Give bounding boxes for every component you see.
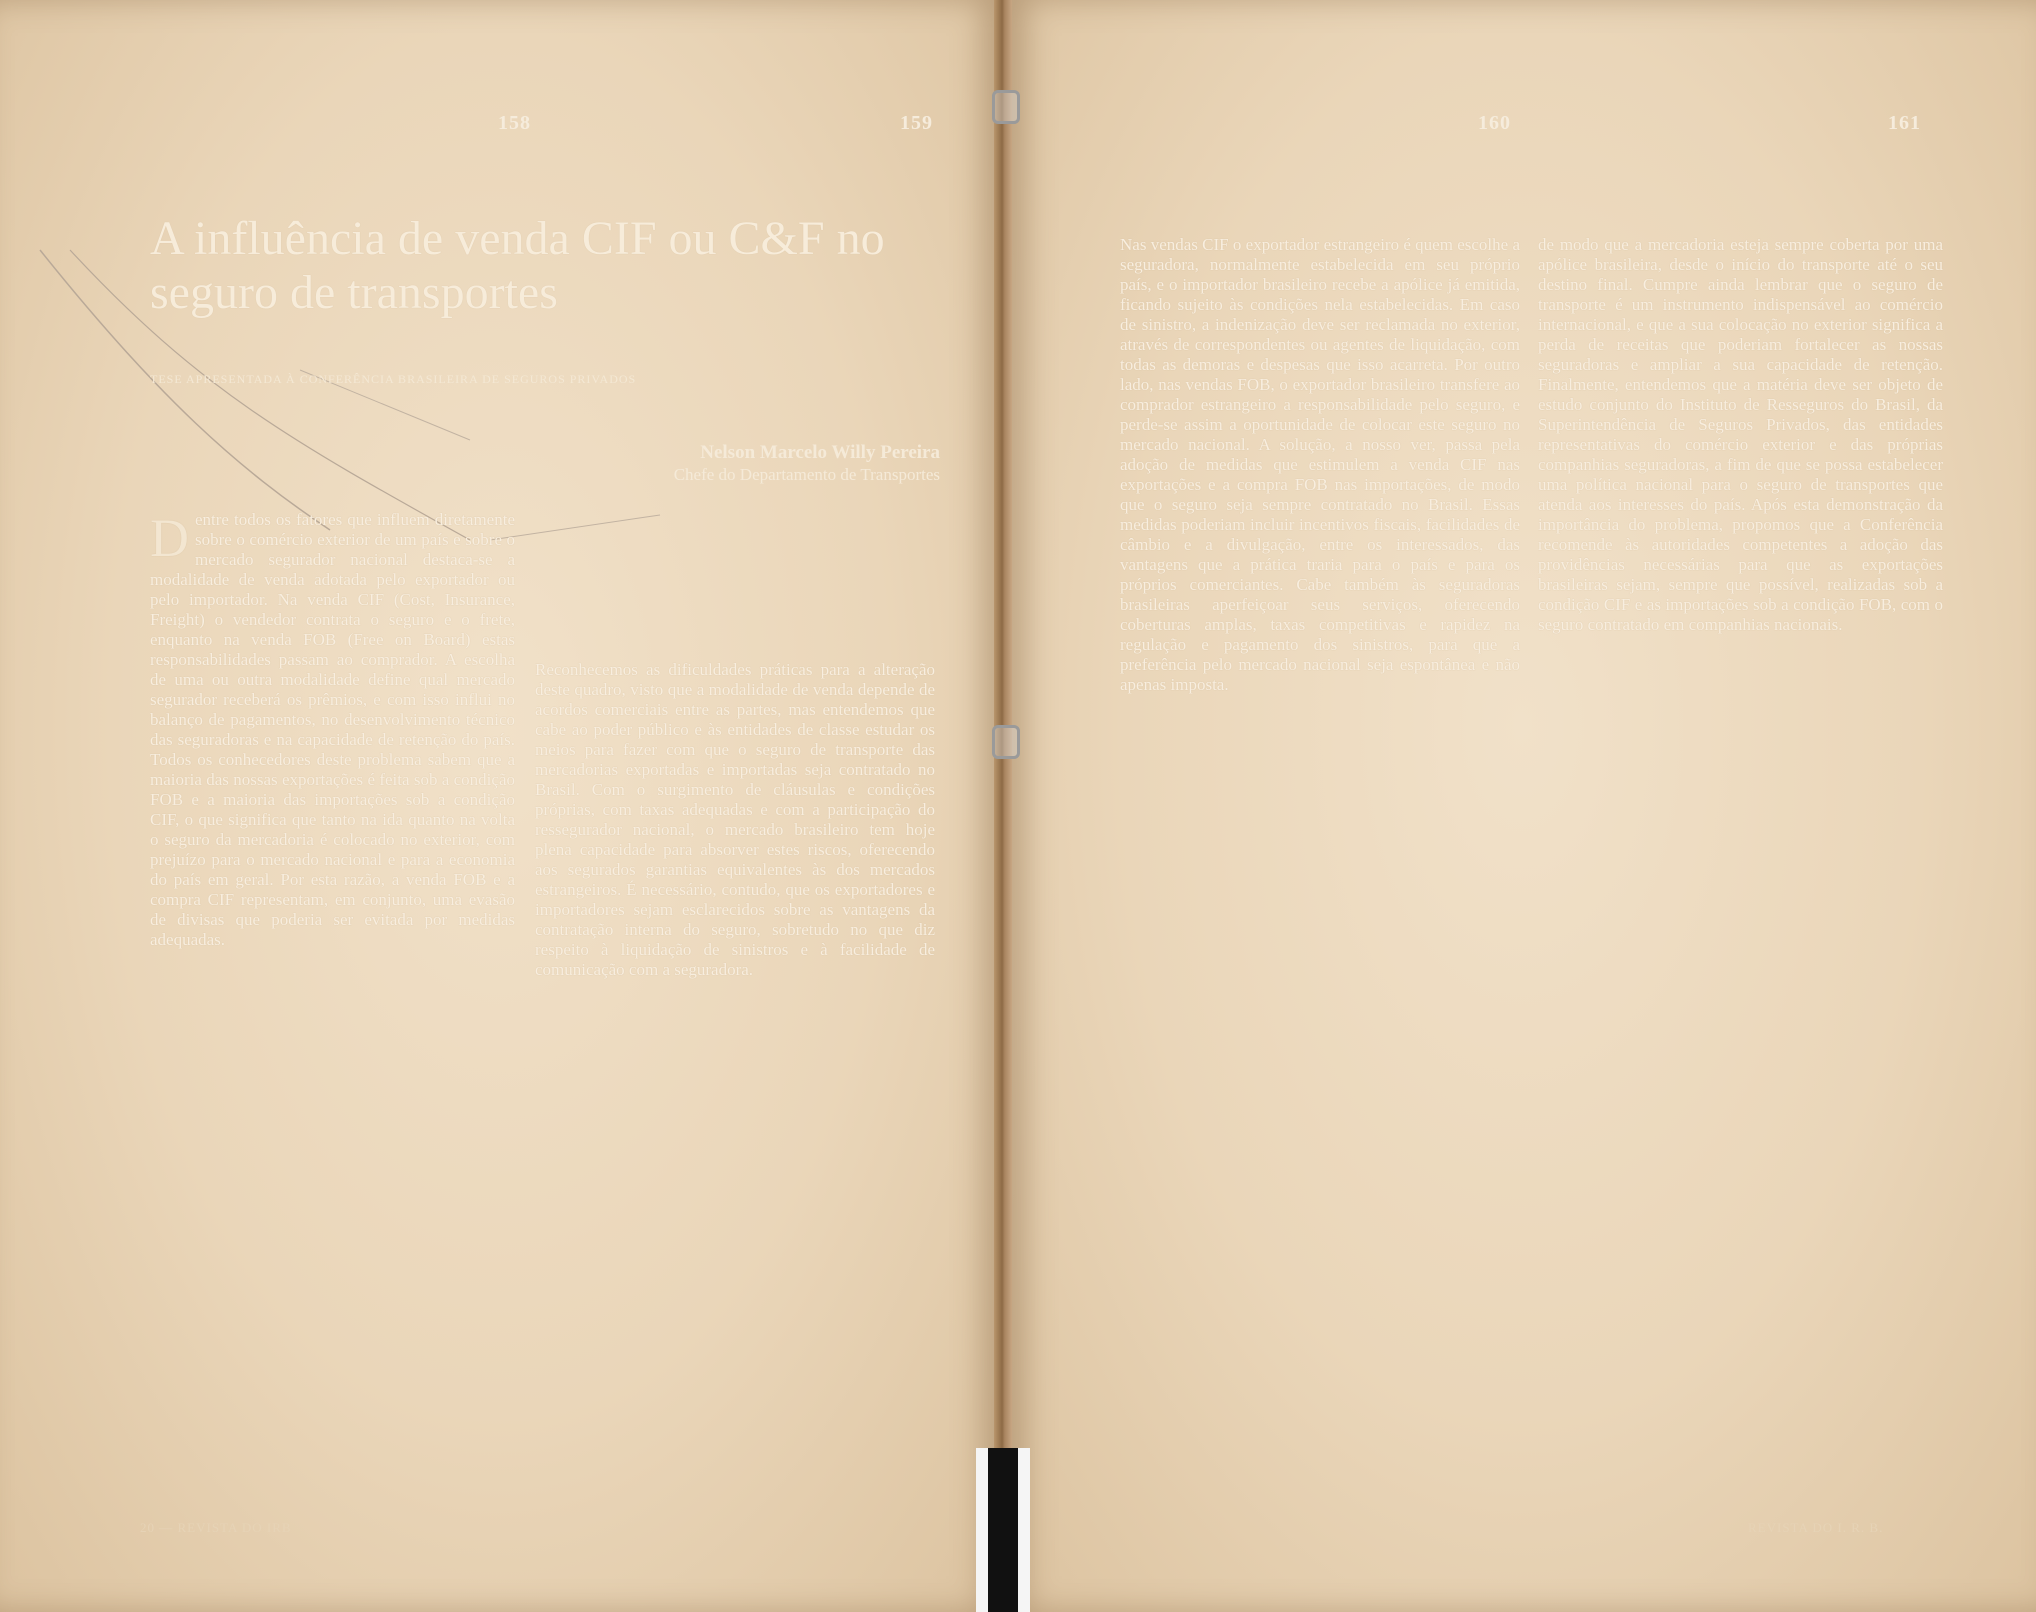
page-footer-left: 20 — REVISTA DO IRB — [140, 1520, 292, 1535]
folio-left: 158 — [498, 112, 531, 134]
byline — [560, 442, 940, 486]
scan-marker — [976, 1448, 1030, 1612]
book-gutter — [994, 0, 1012, 1612]
column-4-text: de modo que a mercadoria esteja sempre coberta por uma apólice brasileira, desde o início do transporte até o seu destino final. Cumpre ainda lembrar que o seguro de transporte é um instrumento indispensável ao comércio internacional, e que a sua colocação no exterior significa a perda de receitas que poderiam fortalecer as nossas seguradoras e ampliar a sua capacidade de retenção. Finalmente, entendemos que a matéria deve ser objeto de estudo conjunto do Instituto de Resseguros do Brasil, da Superintendência de Seguros Privados, das entidades representativas do comércio exterior e das próprias companhias seguradoras, a fim de que se possa estabelecer uma política nacional para o seguro de transportes que atenda aos interesses do país. Após esta demonstração da importância do problema, propomos que a Conferência recomende às autoridades competentes a adoção das providências necessárias para que as exportações brasileiras sejam, sempre que possível, realizadas sob a condição CIF e as importações sob a condição FOB, com o seguro contratado em companhias nacionais. — [1538, 235, 1943, 634]
body-column-1 — [150, 510, 515, 1410]
body-column-3 — [1120, 235, 1520, 1430]
folio-right: 161 — [1888, 112, 1921, 134]
body-column-4 — [1538, 235, 1943, 1430]
column-2-text: Reconhecemos as dificuldades práticas para a alteração deste quadro, visto que a modalidade de venda depende de acordos comerciais entre as partes, mas entendemos que cabe ao poder público e às entidades de classe estudar os meios para fazer com que o seguro de transporte das mercadorias exportadas e importadas seja contratado no Brasil. Com o surgimento de cláusulas e condições próprias, com taxas adequadas e com a participação do ressegurador nacional, o mercado brasileiro tem hoje plena capacidade para absorver estes riscos, oferecendo aos segurados garantias equivalentes às dos mercados estrangeiros. É necessário, contudo, que os exportadores e importadores sejam esclarecidos sobre as vantagens da contratação interna do seguro, sobretudo no que diz respeito à liquidação de sinistros e à facilidade de comunicação com a seguradora. — [535, 660, 935, 979]
author-affiliation: Chefe do Departamento de Transportes — [673, 465, 940, 484]
column-1-text: entre todos os fatores que influem diretamente sobre o comércio exterior de um país e sobre o mercado segurador nacional destaca-se a modalidade de venda adotada pelo exportador ou pelo importador. Na venda CIF (Cost, Insurance, Freight) o vendedor contrata o seguro e o frete, enquanto na venda FOB (Free on Board) estas responsabilidades passam ao comprador. A escolha de uma ou outra modalidade define qual mercado segurador receberá os prêmios, e com isso influi no balanço de pagamentos, no desenvolvimento técnico das seguradoras e na capacidade de retenção do país. Todos os conhecedores deste problema sabem que a maioria das nossas exportações é feita sob a condição FOB e a maioria das importações sob a condição CIF, o que significa que tanto na ida quanto na volta o seguro da mercadoria é colocado no exterior, com prejuízo para o mercado nacional e para a economia do país em geral. Por esta razão, a venda FOB e a compra CIF representam, em conjunto, uma evasão de divisas que poderia ser evitada por medidas adequadas. — [150, 510, 515, 949]
folio-left: 160 — [1478, 112, 1511, 134]
body-column-2 — [535, 660, 935, 1430]
folio-right: 159 — [900, 112, 933, 134]
author-name: Nelson Marcelo Willy Pereira — [700, 442, 940, 463]
staple-middle — [992, 725, 1020, 759]
column-3-text: Nas vendas CIF o exportador estrangeiro é quem escolhe a seguradora, normalmente estabelecida em seu próprio país, e o importador brasileiro recebe a apólice já emitida, ficando sujeito às condições nela estabelecidas. Em caso de sinistro, a indenização deve ser reclamada no exterior, através de correspondentes ou agentes de liquidação, com todas as demoras e despesas que isso acarreta. Por outro lado, nas vendas FOB, o exportador brasileiro transfere ao comprador estrangeiro a responsabilidade pelo seguro, e perde-se assim a oportunidade de colocar este seguro no mercado nacional. A solução, a nosso ver, passa pela adoção de medidas que estimulem a venda CIF nas exportações e a compra FOB nas importações, de modo que o seguro seja sempre contratado no Brasil. Essas medidas poderiam incluir incentivos fiscais, facilidades de câmbio e a divulgação, entre os interessados, das vantagens que a prática traria para o país e para os próprios comerciantes. Cabe também às seguradoras brasileiras aperfeiçoar seus serviços, oferecendo coberturas amplas, taxas competitivas e rapidez na regulação e pagamento dos sinistros, para que a preferência pelo mercado nacional seja espontânea e não apenas imposta. — [1120, 235, 1520, 694]
right-page — [1008, 0, 2036, 1612]
left-page — [0, 0, 1000, 1612]
article-title: A influência de venda CIF ou C&F no seguro de transportes — [150, 212, 885, 319]
page-footer-right: REVISTA DO I. R. B. — [1748, 1520, 1884, 1535]
drop-cap: D — [150, 510, 189, 568]
staple-top — [992, 90, 1020, 124]
article-kicker: TESE APRESENTADA À CONFERÊNCIA BRASILEIRA DE SEGUROS PRIVADOS — [150, 372, 637, 386]
